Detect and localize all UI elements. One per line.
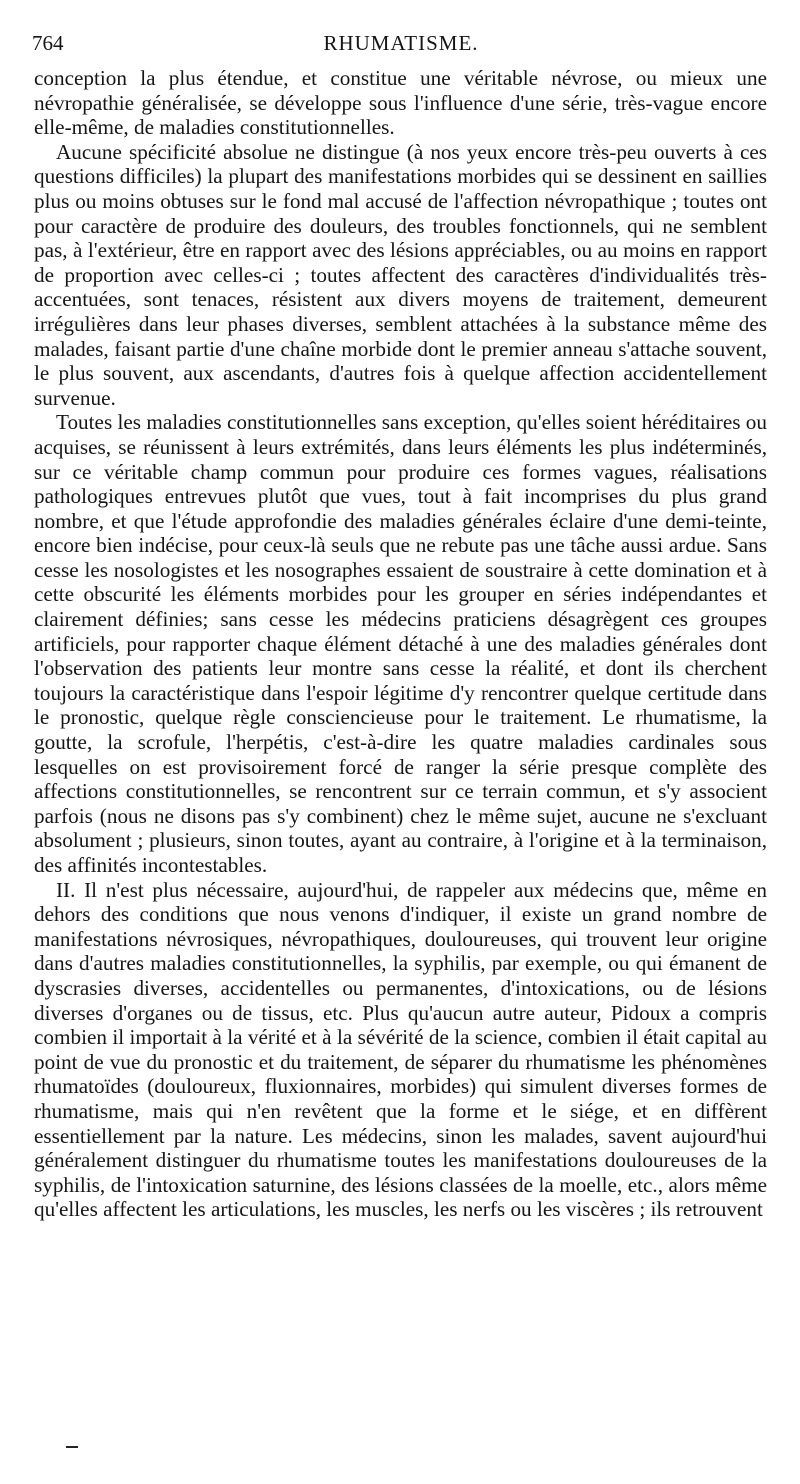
paragraph-specificity: Aucune spécificité absolue ne distingue (à nos yeux encore très-peu ouverts à ces questions difficiles) la plupart des manifestations morbides qui se dessinent en saillies plus ou moins obtuses sur le fond mal accusé de l'affection névropathique ; toutes ont pour caractère de produire des douleurs, des troubles fonctionnels, qui ne semblent pas, à l'extérieur, être en rapport avec des lésions appréciables, ou au moins en rapport de proportion avec celles-ci ; toutes affectent des caractères d'individualités très-accentuées, sont tenaces, résistent aux divers moyens de traitement, demeurent irrégulières dans leur phases diverses, semblent attachées à la substance même des malades, faisant partie d'une chaîne morbide dont le premier anneau s'attache souvent, le plus souvent, aux ascendants, d'autres fois à quelque affection accidentellement survenue. [34, 139, 767, 410]
page-number: 764 [32, 31, 64, 55]
paragraph-continuation: conception la plus étendue, et constitue une véritable névrose, ou mieux une névropathie généralisée, se développe sous l'influence d'une série, très-vague encore elle-même, de maladies constitutionnelles. [34, 66, 767, 140]
body-text [34, 66, 767, 1222]
page-header [32, 28, 770, 58]
running-title: RHUMATISME. [323, 31, 479, 55]
footer-dash [66, 1446, 78, 1448]
paragraph-section-ii: II. Il n'est plus nécessaire, aujourd'hui, de rappeler aux médecins que, même en dehors des conditions que nous venons d'indiquer, il existe un grand nombre de manifestations névrosiques, névropathiques, douloureuses, qui trouvent leur origine dans d'autres maladies constitutionnelles, la syphilis, par exemple, ou qui émanent de dyscrasies diverses, accidentelles ou permanentes, d'intoxications, ou de lésions diverses d'organes ou de tissus, etc. Plus qu'aucun autre auteur, Pidoux a compris combien il importait à la vérité et à la sévérité de la science, combien il était capital au point de vue du pronostic et du traitement, de séparer du rhumatisme les phénomènes rhumatoïdes (douloureux, fluxionnaires, morbides) qui simulent diverses formes de rhumatisme, mais qui n'en revêtent que la forme et le siége, et en diffèrent essentiellement par la nature. Les médecins, sinon les malades, savent aujourd'hui généralement distinguer du rhumatisme toutes les manifestations douloureuses de la syphilis, de l'intoxication saturnine, des lésions classées de la moelle, etc., alors même qu'elles affectent les articulations, les muscles, les nerfs ou les viscères ; ils retrouvent [34, 877, 767, 1222]
paragraph-constitutional-diseases: Toutes les maladies constitutionnelles sans exception, qu'elles soient héréditaires ou acquises, se réunissent à leurs extrémités, dans leurs éléments les plus indéterminés, sur ce véritable champ commun pour produire ces formes vagues, réalisations pathologiques entrevues plutôt que vues, tout à fait incomprises du plus grand nombre, et que l'étude approfondie des maladies générales éclaire d'une demi-teinte, encore bien indécise, pour ceux-là seuls que ne rebute pas une tâche aussi ardue. Sans cesse les nosologistes et les nosographes essaient de soustraire à cette domination et à cette obscurité les éléments morbides pour les grouper en séries indépendantes et clairement définies; sans cesse les médecins praticiens désagrègent ces groupes artificiels, pour rapporter chaque élément détaché à une des maladies générales dont l'observation des patients leur montre sans cesse la réalité, et dont ils cherchent toujours la caractéristique dans l'espoir légitime d'y rencontrer quelque certitude dans le pronostic, quelque règle consciencieuse pour le traitement. Le rhumatisme, la goutte, la scrofule, l'herpétis, c'est-à-dire les quatre maladies cardinales sous lesquelles on est provisoirement forcé de ranger la série presque complète des affections constitutionnelles, se rencontrent sur ce terrain commun, et s'y associent parfois (nous ne disons pas s'y combinent) chez le même sujet, aucune ne s'excluant absolument ; plusieurs, sinon toutes, ayant au contraire, à l'origine et à la terminaison, des affinités incontestables. [34, 410, 767, 877]
